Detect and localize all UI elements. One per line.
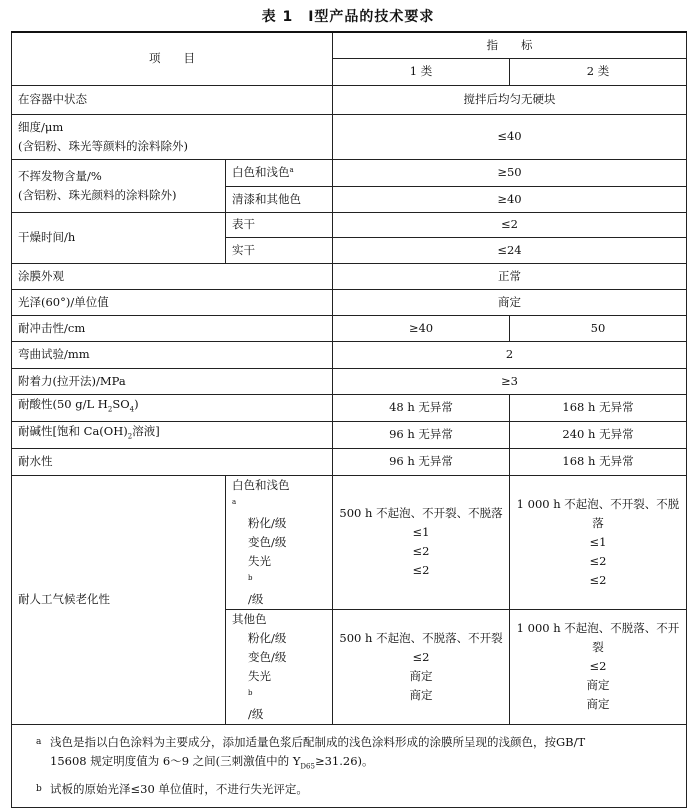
row-value-class1: 96 h 无异常 [333,421,510,448]
row-label [12,159,226,212]
row-label: 在容器中状态 [12,85,333,114]
weathering-group1-class2: 1 000 h 不起泡、不开裂、不脱落 ≤1 ≤2 ≤2 [510,475,687,609]
row-value: ≤24 [333,237,687,263]
row-label: 耐冲击性/cm [12,315,333,341]
table-row [12,212,687,237]
fineness-note: (含铝粉、珠光等颜料的涂料除外) [18,138,188,153]
sub-label: 白色和浅色$^a$ [226,159,333,186]
fineness-label: 细度/μm [18,119,64,134]
row-label: 干燥时间/h [12,212,226,263]
sub-label: 清漆和其他色 [226,186,333,212]
weathering-group2-labels: 其他色 粉化/级 变色/级 失光 $^b$ /级 [226,609,333,724]
notes-row [12,724,687,807]
row-value: ≤40 [333,114,687,159]
header-index: 指 标 [333,32,687,58]
row-value-class1: 48 h 无异常 [333,394,510,421]
row-value-class1: 96 h 无异常 [333,448,510,475]
row-label: 耐碱性[饱和 $Ca(OH)_2$溶液] [12,421,333,448]
row-value: 2 [333,341,687,368]
table-row [12,85,687,114]
sub-label: 实干 [226,237,333,263]
row-value: 正常 [333,263,687,289]
header-item: 项 目 [12,32,333,85]
row-label: 耐人工气候老化性 [12,475,226,724]
table-row [12,315,687,341]
nonvolatile-label: 不挥发物含量/% [18,168,102,183]
weathering-group2-class1: 500 h 不起泡、不脱落、不开裂 ≤2 商定 商定 [333,609,510,724]
table-row [12,263,687,289]
table-row [12,289,687,315]
row-label: 涂膜外观 [12,263,333,289]
technical-requirements-table [11,31,687,808]
row-value: ≥50 [333,159,687,186]
table-notes [12,724,687,807]
table-row [12,475,687,609]
note-b: b 试板的原始光泽≤30 单位值时，不进行失光评定。 [36,781,308,796]
table-title: 表 1 Ⅰ型产品的技术要求 [261,9,435,25]
row-label: 光泽(60°)/单位值 [12,289,333,315]
header-class1: 1 类 [333,58,510,85]
row-value: 搅拌后均匀无硬块 [333,85,687,114]
row-value-class2: 168 h 无异常 [510,448,687,475]
row-value-class2: 240 h 无异常 [510,421,687,448]
nonvolatile-note: (含铝粉、珠光颜料的涂料除外) [18,187,177,202]
row-label: 耐水性 [12,448,333,475]
table-row [12,114,687,159]
row-value: ≥40 [333,186,687,212]
row-value-class2: 50 [510,315,687,341]
table-row [12,368,687,394]
header-class2: 2 类 [510,58,687,85]
row-value: ≥3 [333,368,687,394]
row-value: ≤2 [333,212,687,237]
row-label: 附着力(拉开法)/MPa [12,368,333,394]
table-row [12,394,687,421]
table-row [12,448,687,475]
weathering-group1-labels: 白色和浅色 $^a$ 粉化/级 变色/级 失光 $^b$ /级 [226,475,333,609]
table-row [12,421,687,448]
row-value: 商定 [333,289,687,315]
weathering-group1-class1: 500 h 不起泡、不开裂、不脱落 ≤1 ≤2 ≤2 [333,475,510,609]
note-a: a 浅色是指以白色涂料为主要成分，添加适量色浆后配制成的浅色涂料形成的涂膜所呈现的浅颜色，按GB/T 15608 规定明度值为 6～9 之间(三刺激值中的 $Y_{D65}\ge 31.26$)。 [36,734,586,770]
row-value-class1: ≥40 [333,315,510,341]
row-label [12,114,333,159]
weathering-group2-class2: 1 000 h 不起泡、不脱落、不开裂 ≤2 商定 商定 [510,609,687,724]
table-row [12,159,687,186]
row-label: 耐酸性(50 g/L $H_2SO_4$) [12,394,333,421]
row-label: 弯曲试验/mm [12,341,333,368]
sub-label: 表干 [226,212,333,237]
row-value-class2: 168 h 无异常 [510,394,687,421]
table-row [12,341,687,368]
